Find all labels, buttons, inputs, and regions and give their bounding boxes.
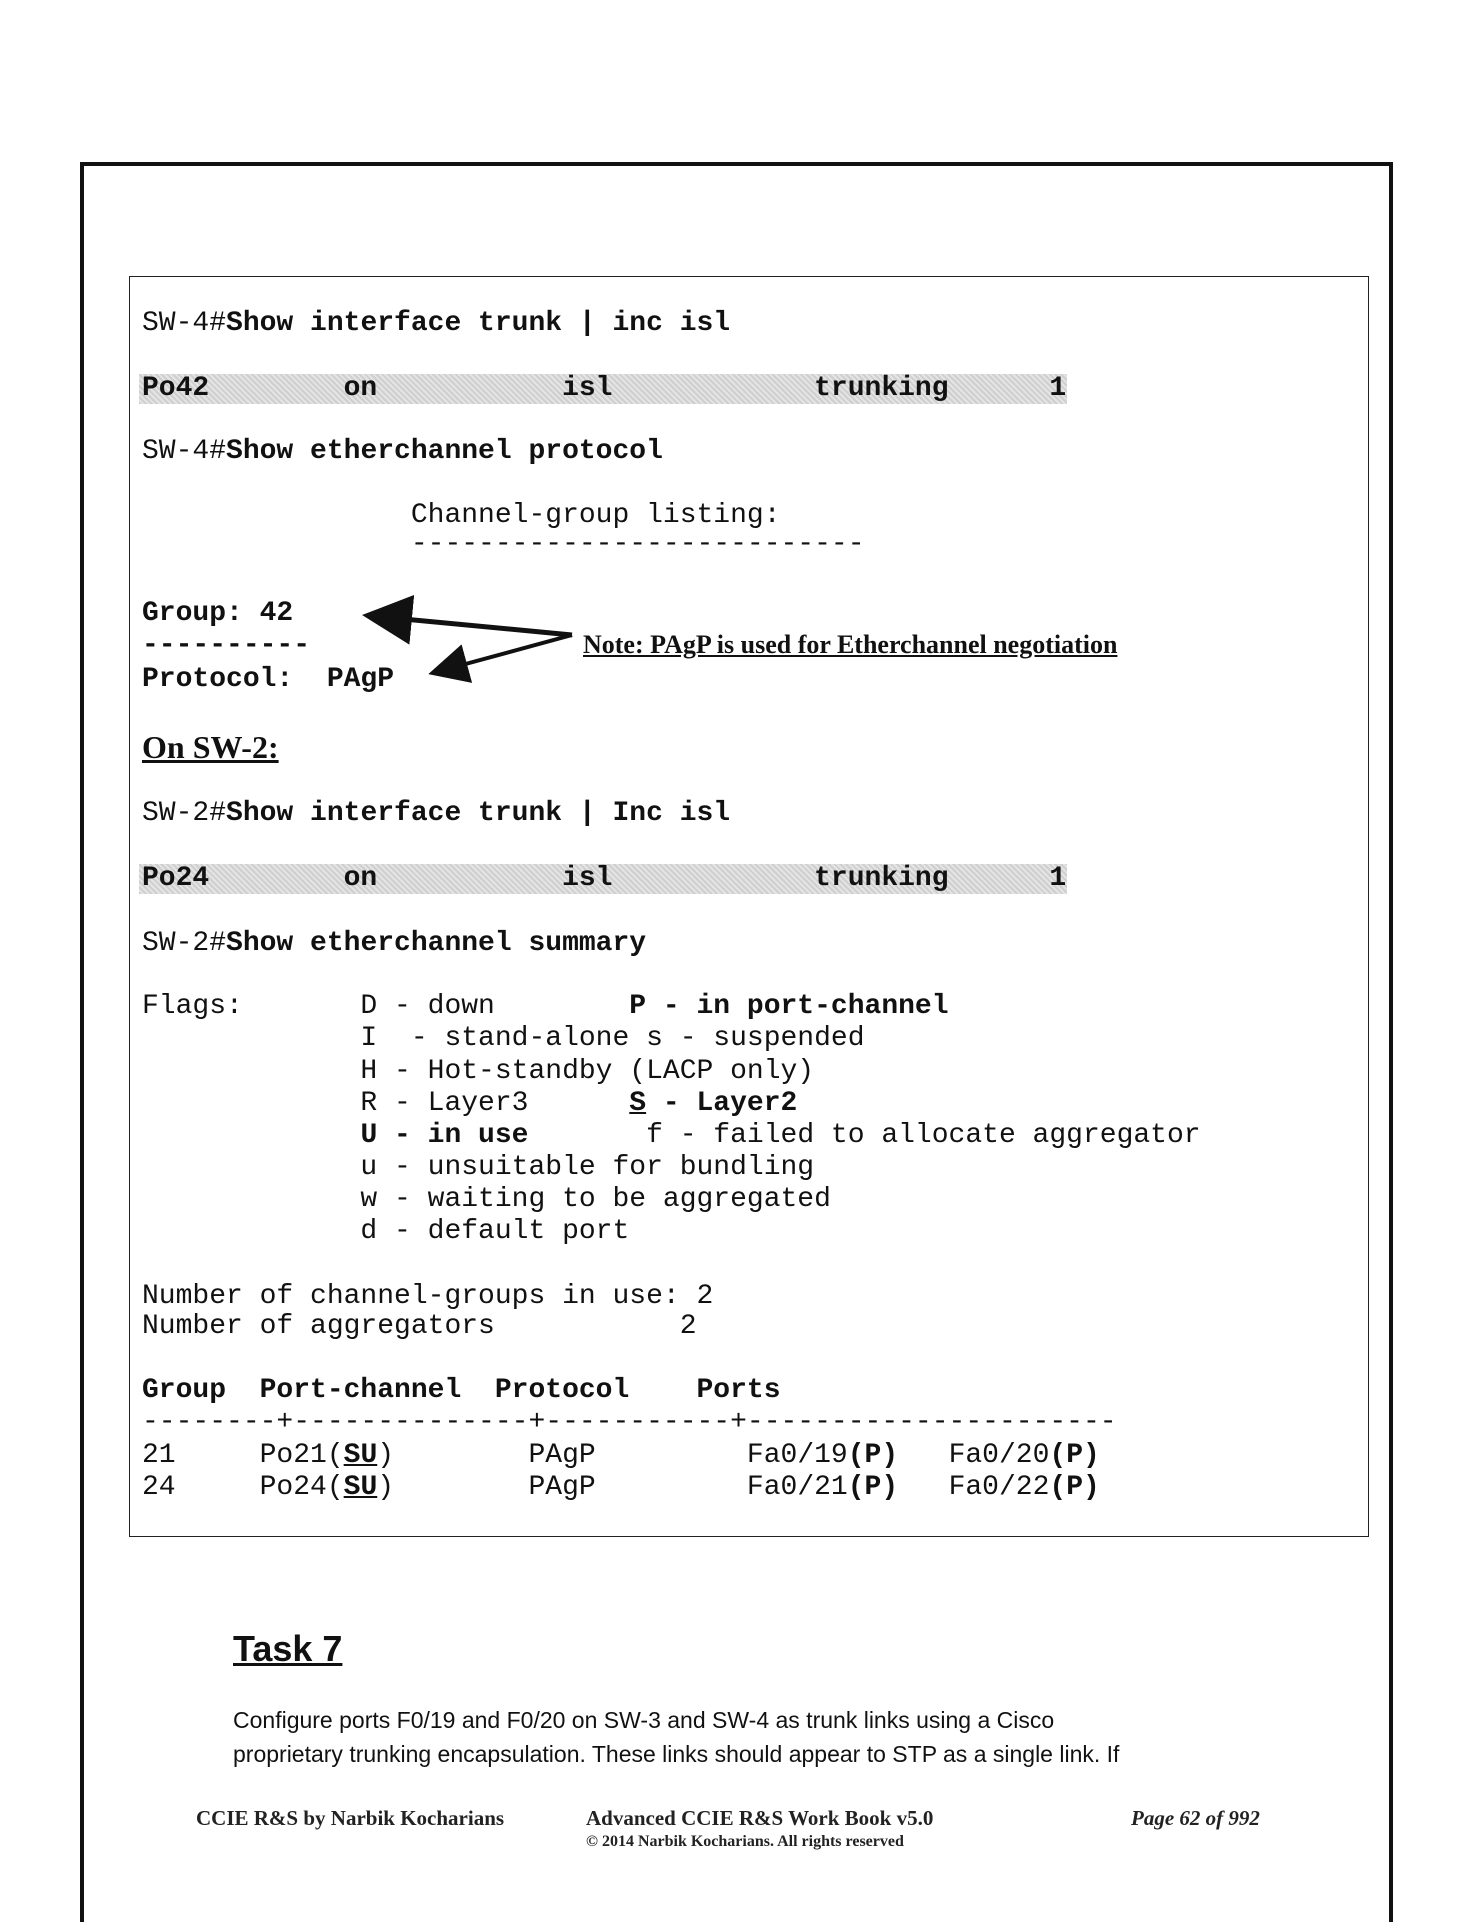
cli-text: U - in use [360, 1120, 529, 1151]
cli-text: --------+--------------+-----------+---------------------- [142, 1407, 1117, 1438]
cli-text: Number of aggregators 2 [142, 1311, 697, 1342]
cli-text: (P) [1049, 1440, 1100, 1471]
cli-text: w - waiting to be aggregated [142, 1184, 831, 1215]
cli-text: SU [343, 1440, 378, 1471]
cli-text: Fa0/22 [898, 1472, 1050, 1503]
cli-text: - Layer2 [646, 1088, 798, 1119]
cli-text: Flags: D - down [142, 991, 630, 1022]
cli-text: Show etherchannel summary [226, 928, 647, 959]
cli-text: SW-2# [142, 798, 227, 829]
task-title: Task 7 [233, 1628, 343, 1669]
cli-text: H - Hot-standby (LACP only) [142, 1056, 815, 1087]
cli-text: Protocol: PAgP [142, 664, 395, 695]
cli-text: Show etherchannel protocol [226, 436, 663, 467]
cli-text: R - Layer3 [142, 1088, 630, 1119]
cli-text: Show interface trunk | Inc isl [226, 798, 731, 829]
cli-text: ---------- [142, 630, 311, 661]
cli-text: SW-4# [142, 436, 227, 467]
cli-text: Group Port-channel Protocol Ports [142, 1375, 781, 1406]
cli-text: I - stand-alone s - suspended [142, 1023, 865, 1054]
cli-text: Fa0/20 [898, 1440, 1050, 1471]
cli-text: P - in port-channel [629, 991, 949, 1022]
cli-text: S [629, 1088, 647, 1119]
section-title: On SW-2: [142, 729, 279, 765]
cli-text: SU [343, 1472, 378, 1503]
cli-text: Group: 42 [142, 598, 294, 629]
cli-text: Show interface trunk | inc isl [226, 308, 731, 339]
cli-text: 24 Po24( [142, 1472, 344, 1503]
cli-text: (P) [847, 1472, 899, 1503]
cli-text: (P) [847, 1440, 899, 1471]
cli-text: (P) [1049, 1472, 1100, 1503]
cli-text: ) PAgP Fa0/21 [377, 1472, 848, 1503]
cli-text: --------------------------- [142, 529, 865, 560]
footer-page-number: Page 62 of 992 [1131, 1806, 1260, 1830]
footer-copyright: © 2014 Narbik Kocharians. All rights reserved [586, 1833, 904, 1850]
cli-text: ) PAgP Fa0/19 [377, 1440, 848, 1471]
cli-text: 21 Po21( [142, 1440, 344, 1471]
cli-text: Po24 on isl trunking 1 [142, 863, 1067, 894]
cli-text: Po42 on isl trunking 1 [142, 373, 1067, 404]
cli-text: f - failed to allocate aggregator [528, 1120, 1201, 1151]
cli-text: d - default port [142, 1216, 630, 1247]
cli-text: SW-4# [142, 308, 227, 339]
task-text-line: proprietary trunking encapsulation. These links should appear to STP as a single link. If [233, 1741, 1120, 1767]
cli-text: Number of channel-groups in use: 2 [142, 1281, 714, 1312]
task-text-line: Configure ports F0/19 and F0/20 on SW-3 and SW-4 as trunk links using a Cisco [233, 1707, 1055, 1733]
cli-text: Channel-group listing: [142, 500, 781, 531]
footer-author: CCIE R&S by Narbik Kocharians [196, 1806, 505, 1830]
note-annotation: Note: PAgP is used for Etherchannel negotiation [583, 630, 1118, 659]
cli-text: SW-2# [142, 928, 227, 959]
cli-text: u - unsuitable for bundling [142, 1152, 815, 1183]
footer-book-title: Advanced CCIE R&S Work Book v5.0 [586, 1806, 934, 1830]
